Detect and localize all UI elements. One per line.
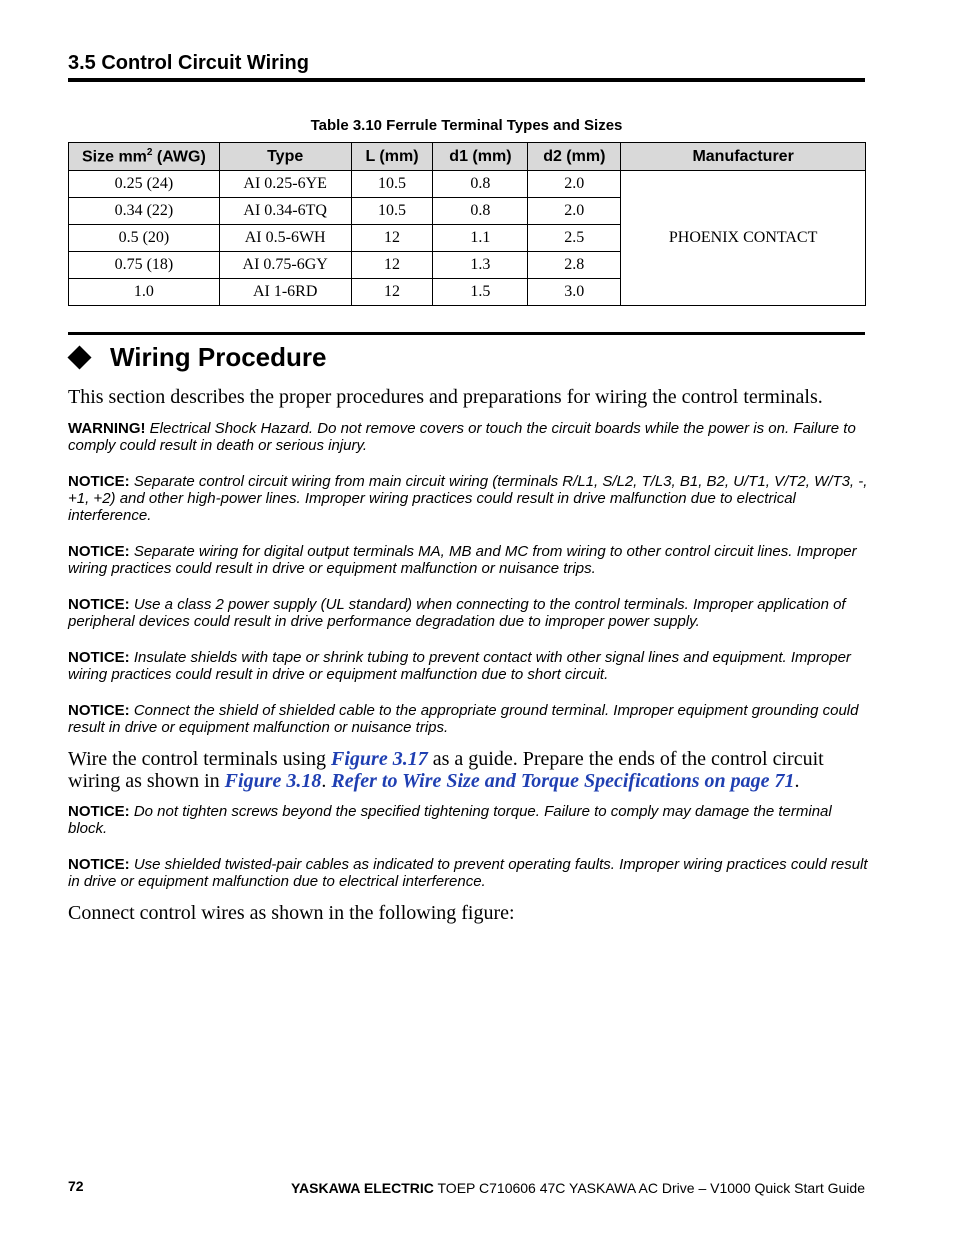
notice-block [68,649,868,683]
notice-label: NOTICE: [68,649,130,666]
notice-text: Use shielded twisted-pair cables as indicated to prevent operating faults. Improper wiring practices could result in drive or equipment malfunction due to electrical interference. [68,856,868,890]
subsection-header [68,340,326,374]
figure-3-17-link[interactable]: Figure 3.17 [331,748,428,770]
cell-d2: 2.0 [528,198,621,225]
footer-document-info [291,1180,865,1196]
notice-block [68,543,868,577]
notice-text: Separate control circuit wiring from main circuit wiring (terminals R/L1, S/L2, T/L3, B1, B2, U/T1, V/T2, W/T3, -, +1, +2) and other high-power lines. Improper wiring practices could result in drive malfunction due to electrical interference. [68,473,868,524]
cell-type: AI 0.34-6TQ [219,198,351,225]
cell-d2: 3.0 [528,279,621,306]
cell-d2: 2.8 [528,252,621,279]
guide-text: Wire the control terminals using [68,748,332,770]
col-manufacturer: Manufacturer [621,143,866,171]
notice-label: NOTICE: [68,543,130,560]
footer-doc-title: TOEP C710606 47C YASKAWA AC Drive – V1000 Quick Start Guide [433,1180,865,1196]
notice-text: Do not tighten screws beyond the specified tightening torque. Failure to comply may damage the terminal block. [68,803,832,837]
cell-size: 1.0 [69,279,220,306]
cell-l: 12 [351,252,433,279]
cell-l: 10.5 [351,198,433,225]
footer-brand: YASKAWA ELECTRIC [291,1180,434,1196]
cell-type: AI 0.5-6WH [219,225,351,252]
cell-d1: 1.3 [433,252,528,279]
warning-label: WARNING! [68,420,146,437]
intro-paragraph: This section describes the proper procedures and preparations for wiring the control terminals. [68,386,823,408]
cell-l: 12 [351,279,433,306]
cell-size: 0.5 (20) [69,225,220,252]
notice-block [68,702,868,736]
section-rule [68,78,865,82]
notice-label: NOTICE: [68,803,130,820]
col-d2: d2 (mm) [528,143,621,171]
notice-text: Use a class 2 power supply (UL standard) when connecting to the control terminals. Improper application of peripheral devices could result in drive performance degradation due to improper power supply. [68,596,846,630]
closing-paragraph: Connect control wires as shown in the following figure: [68,902,515,924]
notice-text: Insulate shields with tape or shrink tubing to prevent contact with other signal lines and equipment. Improper wiring practices could result in drive or equipment malfunction due to short circuit. [68,649,851,683]
subsection-title: Wiring Procedure [110,341,327,372]
cell-d2: 2.0 [528,171,621,198]
notice-block [68,856,868,890]
col-type: Type [219,143,351,171]
guide-text: . [794,770,800,792]
cell-type: AI 0.25-6YE [219,171,351,198]
notice-text: Connect the shield of shielded cable to the appropriate ground terminal. Improper equipment grounding could result in drive or equipment malfunction or nuisance trips. [68,702,859,736]
table-row [69,171,866,198]
guide-paragraph [68,748,868,792]
cell-d1: 0.8 [433,198,528,225]
guide-text: . [321,770,332,792]
notice-label: NOTICE: [68,596,130,613]
cell-type: AI 0.75-6GY [219,252,351,279]
page-number: 72 [68,1178,84,1194]
table-caption: Table 3.10 Ferrule Terminal Types and Sizes [310,117,623,134]
section-title: 3.5 Control Circuit Wiring [68,52,309,74]
notice-block [68,473,868,524]
cell-size: 0.34 (22) [69,198,220,225]
cell-size: 0.75 (18) [69,252,220,279]
warning-block [68,420,868,454]
warning-text: Electrical Shock Hazard. Do not remove covers or touch the circuit boards while the power is on. Failure to comply could result in death or serious injury. [68,420,856,454]
table-header-row [69,143,866,171]
notice-block [68,596,868,630]
cell-d1: 1.5 [433,279,528,306]
subsection-rule [68,332,865,335]
cell-d2: 2.5 [528,225,621,252]
cell-d1: 1.1 [433,225,528,252]
section-header [68,51,865,82]
diamond-bullet-icon [67,345,91,369]
col-l: L (mm) [351,143,433,171]
cell-l: 12 [351,225,433,252]
cell-d1: 0.8 [433,171,528,198]
wire-size-reference-link[interactable]: Refer to Wire Size and Torque Specifications on page 71 [331,770,795,792]
notice-label: NOTICE: [68,856,130,873]
col-d1: d1 (mm) [433,143,528,171]
notice-block [68,803,868,837]
col-size: Size $mm^2$ (AWG) [69,143,220,171]
notice-label: NOTICE: [68,473,130,490]
ferrule-table [68,142,866,306]
cell-size: 0.25 (24) [69,171,220,198]
cell-l: 10.5 [351,171,433,198]
cell-type: AI 1-6RD [219,279,351,306]
figure-3-18-link[interactable]: Figure 3.18 [224,770,322,792]
cell-manufacturer: PHOENIX CONTACT [621,171,866,306]
notice-text: Separate wiring for digital output terminals MA, MB and MC from wiring to other control circuit lines. Improper wiring practices could result in drive or equipment malfunction or nuisance trips. [68,543,857,577]
guide-text: as a guide. Prepare the ends of the control circuit wiring as shown in [68,748,824,792]
notice-label: NOTICE: [68,702,130,719]
